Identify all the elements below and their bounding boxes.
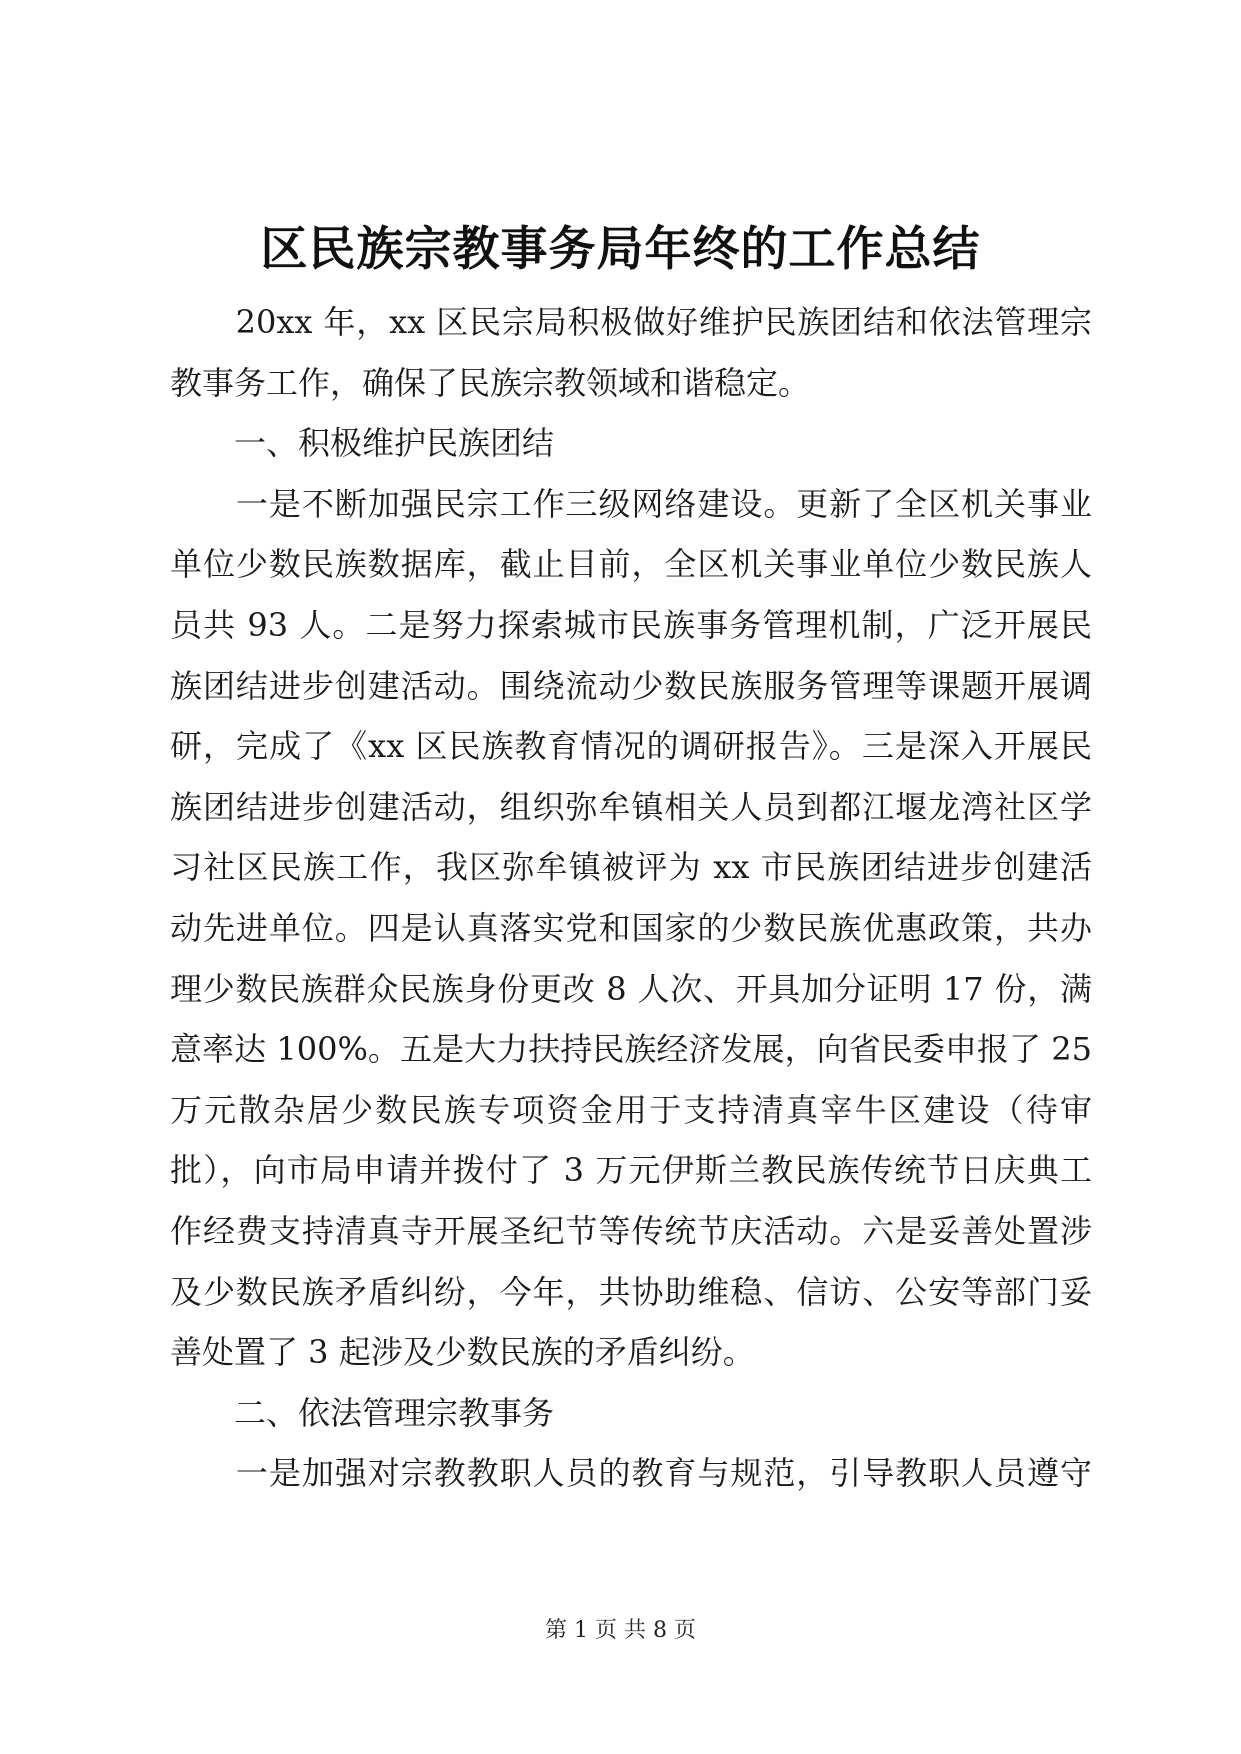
body-line: 教事务工作，确保了民族宗教领域和谐稳定。	[170, 363, 811, 402]
body-line: 批），向市局申请并拨付了 3 万元伊斯兰教民族传统节日庆典工	[170, 1151, 1092, 1190]
section-heading: 一、积极维护民族团结	[170, 424, 555, 463]
document-title: 区民族宗教事务局年终的工作总结	[260, 222, 981, 277]
body-line: 作经费支持清真寺开展圣纪节等传统节庆活动。六是妥善处置涉	[170, 1211, 1092, 1250]
body-line: 及少数民族矛盾纠纷，今年，共协助维稳、信访、公安等部门妥	[170, 1272, 1092, 1311]
body-line: 习社区民族工作，我区弥牟镇被评为 xx 市民族团结进步创建活	[170, 848, 1092, 887]
body-line: 族团结进步创建活动，组织弥牟镇相关人员到都江堰龙湾社区学	[170, 787, 1092, 826]
section-heading: 二、依法管理宗教事务	[170, 1393, 555, 1432]
page-footer: 第 1 页 共 8 页	[545, 1618, 696, 1643]
body-line: 员共 93 人。二是努力探索城市民族事务管理机制，广泛开展民	[170, 605, 1092, 644]
body-line: 善处置了 3 起涉及少数民族的矛盾纠纷。	[170, 1333, 755, 1372]
body-line: 族团结进步创建活动。围绕流动少数民族服务管理等课题开展调	[170, 666, 1092, 705]
body-line: 意率达 100%。五是大力扶持民族经济发展，向省民委申报了 25	[170, 1030, 1092, 1069]
body-line: 一是加强对宗教教职人员的教育与规范，引导教职人员遵守	[170, 1454, 1092, 1493]
body-line: 研，完成了《xx 区民族教育情况的调研报告》。三是深入开展民	[170, 727, 1092, 766]
body-line: 单位少数民族数据库，截止目前，全区机关事业单位少数民族人	[170, 545, 1092, 584]
body-line: 动先进单位。四是认真落实党和国家的少数民族优惠政策，共办	[170, 908, 1092, 947]
body-line: 万元散杂居少数民族专项资金用于支持清真宰牛区建设（待审	[170, 1090, 1092, 1129]
body-line: 理少数民族群众民族身份更改 8 人次、开具加分证明 17 份，满	[170, 969, 1092, 1008]
body-line: 一是不断加强民宗工作三级网络建设。更新了全区机关事业	[170, 484, 1092, 523]
document-body	[170, 292, 1092, 1504]
body-line: 20xx 年，xx 区民宗局积极做好维护民族团结和依法管理宗	[170, 303, 1092, 341]
